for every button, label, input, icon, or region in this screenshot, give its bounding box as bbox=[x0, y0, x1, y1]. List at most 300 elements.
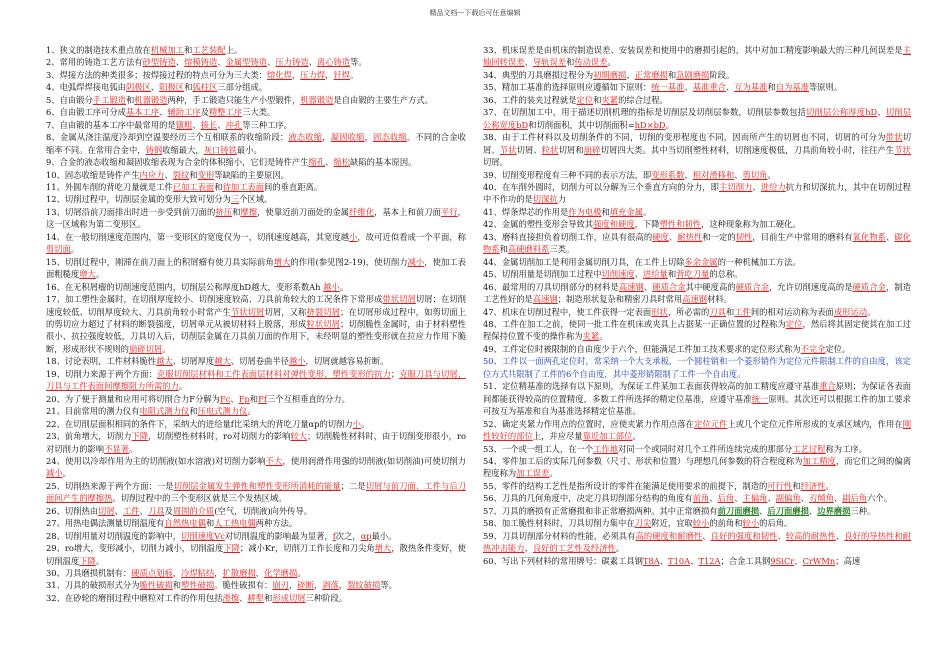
answer-text: 相对滑移和 bbox=[692, 169, 735, 180]
question-text: 。 bbox=[867, 306, 876, 317]
question-item bbox=[483, 480, 911, 492]
answer-text: 已加工表面 bbox=[172, 181, 215, 192]
answer-text: 切削层公称厚度hD bbox=[806, 107, 878, 118]
answer-text: 内应力 bbox=[139, 169, 165, 180]
question-item bbox=[46, 193, 466, 205]
answer-text: 崩碎 bbox=[583, 144, 601, 155]
question-text: 和 bbox=[499, 244, 508, 255]
question-text: ，使靠近前刀面处的金属 bbox=[257, 206, 350, 217]
answer-text: 导轨误差 bbox=[532, 57, 567, 68]
answer-text: 多余金属 bbox=[684, 256, 718, 267]
question-text: ，制造工艺性好的是 bbox=[483, 281, 911, 305]
left-column bbox=[46, 44, 466, 604]
question-text: ， bbox=[325, 69, 334, 80]
answer-text: 切深抗 bbox=[532, 194, 558, 205]
question-item bbox=[46, 169, 466, 181]
question-text: 。切削过程中的三个变形区就是三个发热区域。 bbox=[112, 493, 287, 504]
question-text: 和 bbox=[767, 82, 776, 93]
question-text: 、 bbox=[759, 505, 768, 516]
answer-text: 不完全 bbox=[800, 343, 826, 354]
answer-text: 统一基准 bbox=[651, 82, 685, 93]
answer-text: T12A bbox=[698, 555, 721, 566]
question-text: 切屑。 bbox=[483, 157, 508, 168]
question-item bbox=[483, 268, 911, 280]
question-text: 17、加工塑性金属时，在切削厚度较小、切削速度较高、刀具前角较大的工况条件下常形成 bbox=[46, 294, 383, 305]
question-text: 和一定的 bbox=[702, 231, 736, 242]
answer-text: 机械加工 bbox=[150, 45, 185, 55]
question-text: 、 bbox=[217, 119, 226, 130]
question-text: 13、切屑沿前刀面排出时进一步受到前刀面的 bbox=[46, 206, 216, 217]
question-text: 切屑和 bbox=[558, 144, 584, 155]
question-text: 次之， bbox=[335, 530, 361, 541]
question-item bbox=[46, 517, 466, 529]
question-text: 12、切削过程中，切削层金属的变形大致可划分为 bbox=[46, 194, 231, 205]
question-item bbox=[46, 231, 466, 256]
question-item bbox=[46, 368, 466, 393]
question-text: 2、常用的铸造工艺方法有 bbox=[46, 57, 143, 68]
question-item bbox=[46, 131, 466, 156]
question-text: 、 bbox=[230, 393, 239, 404]
answer-text: 较高的耐热性 bbox=[785, 530, 836, 541]
question-text: 个区域。 bbox=[239, 194, 273, 205]
answer-text: 前刀面磨损 bbox=[717, 505, 760, 516]
question-text: 最小。 bbox=[371, 530, 397, 541]
question-item bbox=[46, 567, 466, 579]
question-item bbox=[46, 256, 466, 281]
question-text: 。 bbox=[599, 331, 608, 342]
question-text: 、 bbox=[709, 493, 718, 504]
page-header: 精品文档---下载后可任意编辑 bbox=[429, 9, 521, 17]
question-text: 、切屑厚度 bbox=[172, 356, 215, 367]
question-item bbox=[483, 169, 911, 181]
question-item bbox=[46, 542, 466, 567]
question-text: 和 bbox=[667, 269, 677, 280]
answer-text: 不显著 bbox=[104, 443, 129, 454]
answer-text: 定位元件 bbox=[693, 418, 728, 429]
question-text: 55、零件的结构工艺性是指所设计的零件在能满足使用要求的前提下，制造的 bbox=[483, 480, 768, 491]
question-text: ，使加工表面粗糙度 bbox=[46, 256, 466, 280]
question-text: 。 bbox=[129, 443, 138, 454]
answer-text: 镦粗 bbox=[175, 119, 193, 130]
question-text: 上，并应尽量 bbox=[532, 431, 583, 442]
answer-text: 传动误差 bbox=[574, 57, 608, 68]
answer-text: 节状 bbox=[894, 144, 911, 155]
answer-text: 塑性和韧性 bbox=[659, 219, 702, 230]
answer-text: 阴极区 bbox=[125, 82, 151, 93]
question-text: 、 bbox=[734, 493, 743, 504]
question-text: 切屑、 bbox=[516, 144, 542, 155]
question-text: 26、切削热由 bbox=[46, 505, 99, 516]
question-text: 25、切削热来源于两个方面：一是 bbox=[46, 480, 174, 491]
answer-text: 高速钢 bbox=[532, 294, 558, 305]
answer-text: 硬质合金 bbox=[652, 281, 686, 292]
question-text: 附近，宜取 bbox=[651, 518, 693, 529]
question-text: 收缩最大， bbox=[162, 144, 204, 155]
question-text: 35、精加工基准的选择原则应遵循如下原则： bbox=[483, 82, 652, 93]
question-text: 19、切削力来源于两个方面： bbox=[46, 368, 157, 379]
question-text: 。 bbox=[665, 119, 674, 130]
answer-text: 较小 bbox=[692, 518, 710, 529]
question-text: ；在切屑形成过程中，如剪切面上的剪切应力超过了材料的断裂强度，切屑单元从被切材料上脱落，形成 bbox=[46, 306, 466, 329]
question-item bbox=[483, 106, 911, 131]
question-text: 43、磨料直接担负着切削工作，应具有很高的 bbox=[483, 231, 653, 242]
answer-text: 副后角 bbox=[842, 493, 868, 504]
question-item bbox=[46, 181, 466, 193]
answer-text: 刀尖 bbox=[634, 518, 652, 529]
answer-text: 刃倾角 bbox=[808, 493, 834, 504]
answer-text: αp bbox=[360, 530, 372, 541]
question-text: 、 bbox=[626, 69, 635, 80]
question-text: 定位。 bbox=[825, 343, 851, 354]
question-text: 、 bbox=[325, 157, 334, 168]
answer-text: 切屑与前刀面、工件与后刀面间产生的摩擦热 bbox=[46, 480, 466, 504]
question-text: 、 bbox=[150, 82, 160, 93]
question-text: 、 bbox=[217, 57, 226, 68]
question-text: 和 bbox=[214, 181, 223, 192]
answer-text: 脆性破损 bbox=[139, 580, 173, 591]
answer-text: 纤维化 bbox=[349, 206, 375, 217]
question-item bbox=[46, 119, 466, 131]
answer-text: 工件 bbox=[734, 306, 751, 317]
question-text: 1、狭义的制造技术重点放在 bbox=[46, 45, 151, 55]
answer-text: 切屑 bbox=[98, 505, 115, 516]
question-text: 和 bbox=[232, 206, 241, 217]
question-item bbox=[46, 206, 466, 231]
question-text: 54、零件加工后的实际几何参数（尺寸、形状和位置）与理想几何参数的符合程度称为 bbox=[483, 455, 803, 466]
answer-text: 夹紧 bbox=[582, 331, 600, 342]
question-item bbox=[483, 306, 911, 318]
question-item bbox=[46, 418, 466, 430]
answer-text: 剪切角 bbox=[742, 169, 768, 180]
question-text: 18、讨论表明，工件材料脆性 bbox=[46, 356, 157, 367]
question-text: 和 bbox=[125, 94, 135, 105]
question-text: 等。 bbox=[380, 580, 397, 591]
answer-text: 工件 bbox=[122, 505, 140, 516]
question-text: 其中硬度高的 bbox=[685, 281, 736, 292]
question-text: 最小。 bbox=[236, 144, 262, 155]
answer-text: 形成切屑 bbox=[272, 592, 306, 603]
answer-text: 刀具 bbox=[147, 505, 165, 516]
question-text: 5、自由锻分 bbox=[46, 94, 93, 105]
answer-text: 副偏角 bbox=[775, 493, 801, 504]
question-text: 、 bbox=[808, 505, 818, 516]
question-text: 15、切削过程中，刚滞在前刀面上的积屑瘤有使刀具实际前角 bbox=[46, 256, 274, 267]
question-text: 、 bbox=[668, 231, 678, 242]
question-text: ，然后将其固定使其在加工过程保持位置不变的操作称为 bbox=[483, 318, 911, 342]
question-text: 两种方法。 bbox=[255, 518, 298, 529]
question-text: 、 bbox=[139, 505, 148, 516]
question-text: 、 bbox=[643, 281, 653, 292]
question-text: 33、机床误差是由机床的制造误差、安装误差和使用中的磨损引起的，其中对加工精度影响最大的三种几何误差是 bbox=[483, 45, 903, 55]
question-text: ， bbox=[322, 132, 331, 143]
answer-text: 增大 bbox=[374, 543, 392, 554]
question-text: 10、固态收缩是铸件产生 bbox=[46, 169, 140, 180]
question-text: 、 bbox=[877, 107, 886, 118]
answer-text: f bbox=[332, 530, 336, 541]
question-text: 23、前角增大，切削力 bbox=[46, 431, 132, 442]
question-text: ，允许切削速度高的是 bbox=[769, 281, 853, 292]
question-item bbox=[483, 218, 911, 230]
question-text: 对同一个或同时对几个工件所连续完成的那部分 bbox=[618, 443, 793, 454]
question-text: 、 bbox=[767, 493, 776, 504]
question-text: 、 bbox=[308, 57, 317, 68]
answer-text: 待加工表面 bbox=[222, 181, 265, 192]
answer-text: 硬度 bbox=[652, 231, 669, 242]
question-text: 、 bbox=[192, 119, 201, 130]
answer-text: 弧柱区 bbox=[192, 82, 218, 93]
question-item bbox=[483, 517, 911, 529]
question-text: ，这一区域称为第二变形区。 bbox=[46, 206, 466, 230]
answer-text: 良好的导热性和耐热冲击能力 bbox=[483, 530, 911, 554]
question-text: 60、写出下列材料的常用牌号：碳素工具钢 bbox=[483, 555, 643, 566]
question-text: 。 bbox=[297, 568, 306, 579]
question-text: ；切削脆性材料时，由于切削变形很小，ro对切削力的影响 bbox=[46, 431, 466, 454]
answer-text: 边界磨损 bbox=[817, 505, 851, 516]
answer-text: 下降 bbox=[79, 555, 96, 566]
answer-text: 高速钢 bbox=[618, 281, 644, 292]
question-text: 51、定位精基准的选择有以下原则，为保证工件某加工表面获得较高的加工精度应遵守基准 bbox=[483, 381, 820, 392]
question-item bbox=[483, 69, 911, 81]
question-item bbox=[483, 181, 911, 206]
question-text: 11、外圆车削的背吃刀量就是工件 bbox=[46, 181, 173, 192]
question-text: 。 bbox=[607, 57, 616, 68]
answer-text: 缩松 bbox=[333, 157, 351, 168]
answer-text: 硬质合金 bbox=[735, 281, 770, 292]
question-text: 三种。 bbox=[850, 505, 876, 516]
question-text: ；制造形状复杂和精密刀具时常用 bbox=[557, 294, 683, 305]
question-text: 14、在一般切削速度范围内，第一变形区的宽度仅为一，切削速度越高，其宽度越 bbox=[46, 231, 350, 242]
answer-text: 定位 bbox=[785, 318, 803, 329]
answer-text: 固态收缩 bbox=[373, 132, 407, 143]
question-text: 六个。 bbox=[867, 493, 892, 504]
answer-text: 缩孔 bbox=[308, 157, 326, 168]
answer-text: 挤压 bbox=[215, 206, 233, 217]
question-item bbox=[46, 579, 466, 591]
question-text: ；高速 bbox=[835, 555, 861, 566]
question-text: ， bbox=[338, 580, 348, 591]
answer-text: 崩碎切屑 bbox=[128, 343, 163, 354]
question-text: 上。 bbox=[225, 45, 243, 55]
answer-text: 越大 bbox=[156, 356, 173, 367]
question-text: 。 bbox=[178, 381, 188, 392]
question-text: 48、工件在加工之前，使同一批工件在机床或夹具上占据某一正确位置的过程称为 bbox=[483, 318, 786, 329]
question-text: ， bbox=[288, 580, 298, 591]
question-text: 20、为了便于测量和应用可将切削合力F分解为 bbox=[46, 393, 220, 404]
answer-text: 耐热性 bbox=[677, 231, 703, 242]
answer-text: 砂型铸造 bbox=[142, 57, 176, 68]
answer-text: 工作地 bbox=[593, 443, 619, 454]
answer-text: 液态收缩 bbox=[288, 132, 323, 143]
question-text: 。 bbox=[247, 406, 256, 417]
question-text: 、 bbox=[800, 493, 809, 504]
answer-text: 电阻式测力仪 bbox=[139, 406, 190, 417]
answer-text: 切削层金属发生弹性和塑性变形所消耗的能量 bbox=[173, 480, 341, 491]
answer-text: 克服刀具与切屑、刀具与工件表面间摩擦阻力所需的力 bbox=[46, 368, 466, 392]
answer-text: 切削速度 bbox=[601, 269, 635, 280]
question-text: 。 bbox=[350, 69, 359, 80]
question-item bbox=[483, 505, 911, 517]
question-text: 。 bbox=[95, 269, 105, 280]
question-text: 、 bbox=[659, 555, 669, 566]
answer-text: 工艺装配 bbox=[192, 45, 226, 55]
question-text: 。 bbox=[767, 169, 776, 180]
question-text: 。 bbox=[642, 206, 652, 217]
question-text: 的前角和 bbox=[709, 518, 743, 529]
answer-text: 靠近加工部位 bbox=[582, 431, 633, 442]
answer-text: 熔化焊 bbox=[267, 69, 292, 80]
question-text: 及 bbox=[164, 505, 173, 516]
question-text: 36、工件的装夹过程就是 bbox=[483, 94, 577, 105]
question-text: 58、加工脆性材料时，刀具切削力集中在 bbox=[483, 518, 635, 529]
question-text: 9、合金的液态收缩和凝固收缩表现为合金的体积缩小，它们是铸件产生 bbox=[46, 157, 309, 168]
answer-text: 硬质点划痕 bbox=[131, 568, 173, 579]
question-text: 37、在切削加工中，用于描述切削机理的指标是切削层及切削层参数，切削层参数包括 bbox=[483, 107, 807, 118]
question-text: 、 bbox=[794, 555, 803, 566]
answer-text: 主轴回转误差 bbox=[483, 45, 911, 68]
question-text: 、 bbox=[752, 181, 761, 192]
answer-text: 刚性较好的部位 bbox=[483, 418, 911, 442]
question-text: 切屑、 bbox=[483, 132, 911, 155]
answer-text: 进给力 bbox=[760, 181, 786, 192]
question-item bbox=[483, 355, 911, 380]
answer-text: 平行 bbox=[440, 206, 458, 217]
question-text: 52、确定夹紧力作用点的位置时，应使夹紧力作用点落在 bbox=[483, 418, 694, 429]
question-text: 。 bbox=[339, 281, 349, 292]
question-text: 和 bbox=[725, 306, 735, 317]
answer-text: 节状切屑 bbox=[230, 306, 265, 317]
answer-text: 基本工序 bbox=[125, 107, 160, 118]
question-text: 28、切削用量对切削温度的影响中， bbox=[46, 530, 182, 541]
question-text: 和 bbox=[249, 393, 259, 404]
question-text: 。 bbox=[70, 244, 80, 255]
question-text: ，切屑就越容易折断。 bbox=[305, 356, 389, 367]
question-text: 24、使用以冷却作用为主的切削液(如水溶液)对切削力影响 bbox=[46, 455, 266, 466]
answer-text: 人工热电偶 bbox=[214, 518, 256, 529]
answer-text: 后角 bbox=[717, 493, 735, 504]
question-text: 、 bbox=[734, 169, 743, 180]
question-item bbox=[483, 131, 911, 168]
question-text: 。 bbox=[95, 555, 105, 566]
answer-text: 急剧磨损 bbox=[676, 69, 710, 80]
answer-text: Fp bbox=[238, 393, 250, 404]
question-text: 、 bbox=[267, 57, 276, 68]
answer-text: 压力铸造 bbox=[275, 57, 309, 68]
answer-text: 自然热电偶 bbox=[164, 518, 206, 529]
question-text: 和 bbox=[189, 169, 198, 180]
question-text: 和 bbox=[172, 580, 182, 591]
answer-text: 裂纹破损 bbox=[347, 580, 381, 591]
question-item bbox=[46, 69, 466, 81]
question-text: 两种，手工锻造只能生产小型锻件， bbox=[167, 94, 301, 105]
answer-text: 挤裂切屑 bbox=[306, 306, 341, 317]
question-text: 和 bbox=[205, 518, 215, 529]
answer-text: 冲孔 bbox=[225, 119, 243, 130]
question-text: ；切削脆性金属时，由于材料塑性很小、抗拉强度较低，刀具切入后，切削层金属在刀具前刀面的作用下，未经明显的塑性变形就在拉应力作用下脆断，形成形状不规则的 bbox=[46, 318, 466, 354]
question-text: 47、机床在切削过程中，使工件获得一定表面 bbox=[483, 306, 652, 317]
question-text: ，下降 bbox=[634, 219, 660, 230]
answer-text: 周围的介质 bbox=[172, 505, 215, 516]
answer-text: 滑擦 bbox=[222, 592, 240, 603]
question-text: 、 bbox=[702, 530, 711, 541]
answer-text: 主切削力 bbox=[719, 181, 753, 192]
question-text: 三部分组成。 bbox=[217, 82, 268, 93]
question-text: 的总称。 bbox=[709, 269, 743, 280]
question-text: 三种阶段。 bbox=[305, 592, 348, 603]
answer-text: 减小 bbox=[46, 468, 63, 479]
question-text: ，这种现象称为加工硬化。 bbox=[701, 219, 801, 230]
question-item bbox=[46, 106, 466, 118]
answer-text: 带状切屑 bbox=[382, 294, 416, 305]
answer-text: 冷焊粘结 bbox=[181, 568, 215, 579]
question-item bbox=[483, 380, 911, 417]
question-item bbox=[46, 393, 466, 405]
question-text: 切屑，又称 bbox=[264, 306, 307, 317]
question-text: 44、金属切削加工是利用金属切削刀具，在工件上切除 bbox=[483, 256, 685, 267]
answer-text: 崩刃 bbox=[272, 580, 289, 591]
answer-text: 碎断 bbox=[297, 580, 314, 591]
answer-text: 不大 bbox=[265, 455, 283, 466]
question-text: 等原则。 bbox=[808, 82, 843, 93]
question-text: 间的垂直距离。 bbox=[264, 181, 323, 192]
question-text: 三大类。 bbox=[242, 107, 276, 118]
answer-text: 灰口铸铁 bbox=[203, 144, 237, 155]
question-item bbox=[483, 81, 911, 93]
answer-text: 三 bbox=[230, 194, 240, 205]
answer-text: 增大 bbox=[79, 269, 96, 280]
question-item bbox=[483, 281, 911, 306]
question-text: ， bbox=[255, 568, 265, 579]
question-text: 和 bbox=[601, 206, 610, 217]
question-item bbox=[483, 44, 911, 69]
question-text: 7、自由锻的基本工序中最常用的是 bbox=[46, 119, 176, 130]
answer-text: Fc bbox=[219, 393, 231, 404]
question-item bbox=[46, 505, 466, 517]
question-text: 的综合过程。 bbox=[618, 94, 668, 105]
question-text: 切屑四大类。其中当切削塑性材料，切削速度极低，刀具前角较小时，往往产生 bbox=[600, 144, 895, 155]
question-text: 等缺陷的主要原因。 bbox=[214, 169, 289, 180]
question-text: 、 bbox=[159, 107, 168, 118]
answer-text: 良好的强度和韧性 bbox=[710, 530, 778, 541]
answer-text: 塑性破损 bbox=[181, 580, 215, 591]
answer-text: 越大 bbox=[214, 356, 231, 367]
answer-text: 铸钢 bbox=[145, 144, 163, 155]
question-item bbox=[483, 343, 911, 355]
question-text: 称为工序。 bbox=[825, 443, 867, 454]
question-text: ， bbox=[172, 568, 182, 579]
question-text: 。 bbox=[62, 468, 71, 479]
question-item bbox=[483, 492, 911, 504]
question-text: 16、在无积屑瘤的切削速度范围内，切削层公称厚度hD越大，变形系数Ah bbox=[46, 281, 324, 292]
question-text: 的一种机械加工方法。 bbox=[717, 256, 801, 267]
answer-text: T10A bbox=[668, 555, 691, 566]
question-item bbox=[483, 206, 911, 218]
answer-text: 切削层公称宽度bD bbox=[483, 107, 911, 130]
answer-text: 加工精度 bbox=[802, 455, 836, 466]
question-text: 和 bbox=[792, 480, 801, 491]
answer-text: 下降 bbox=[131, 431, 149, 442]
question-text: 40、在车削外圆时，切削力可以分解为三个垂直方向的分力，即 bbox=[483, 181, 719, 192]
question-text: ，目前生产中常用的磨料有 bbox=[752, 231, 853, 242]
question-text: ，基本上和前刀面 bbox=[374, 206, 441, 217]
question-item bbox=[46, 44, 466, 56]
answer-text: 硬质合金 bbox=[852, 281, 886, 292]
answer-text: 带状 bbox=[885, 132, 903, 143]
answer-text: 熔模铸造 bbox=[184, 57, 218, 68]
question-text: 、 bbox=[114, 505, 123, 516]
question-item bbox=[483, 231, 911, 256]
answer-text: 刀具 bbox=[709, 306, 726, 317]
answer-text: 强度和硬度 bbox=[593, 219, 635, 230]
